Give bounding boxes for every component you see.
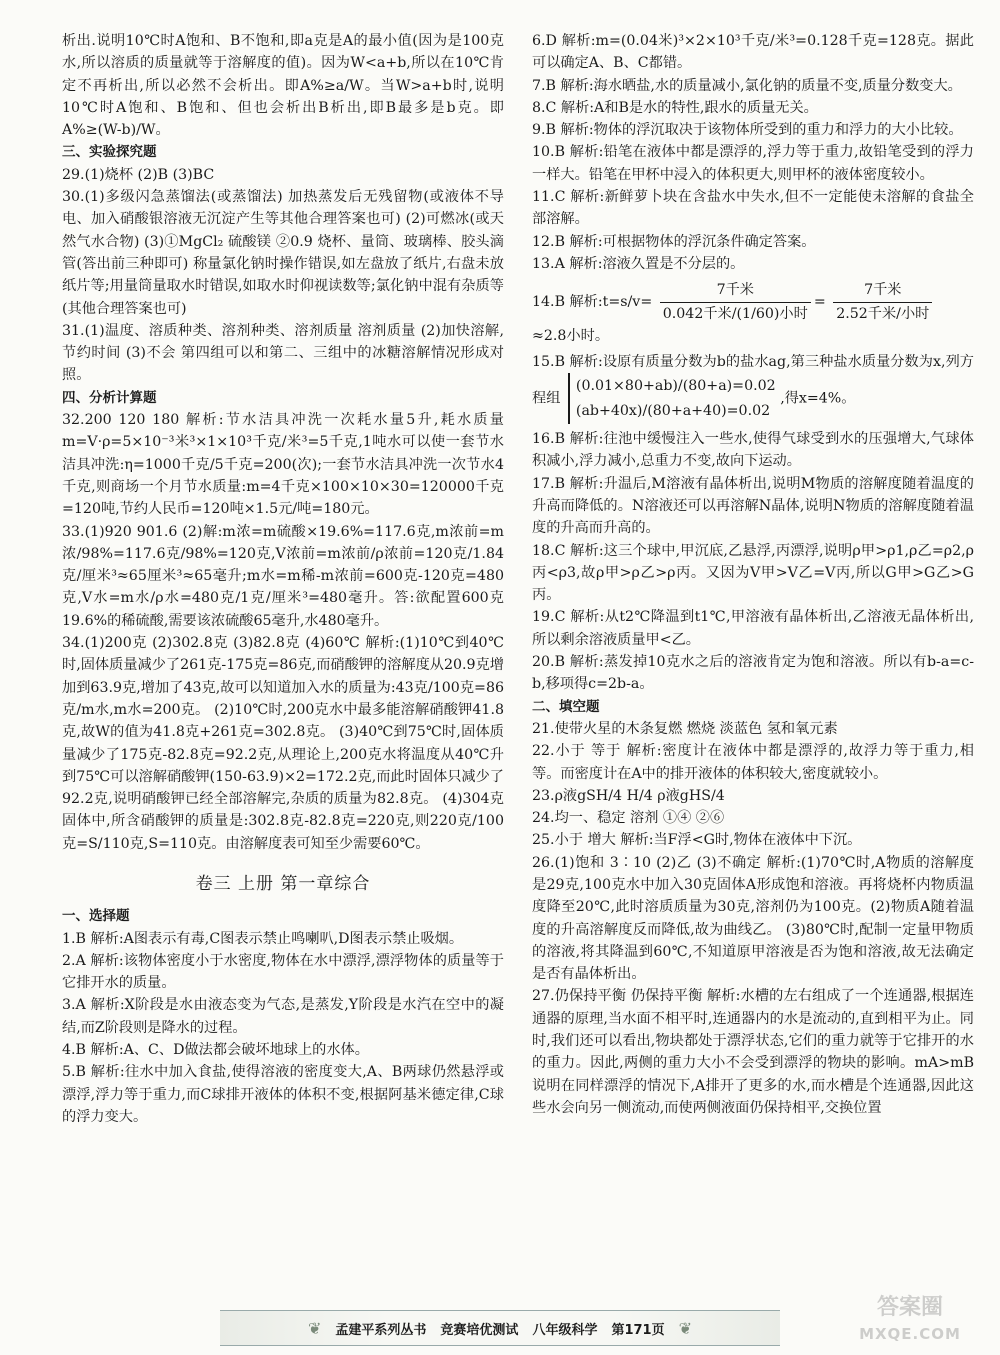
answer-15-lead: 15.B 解析:设原有质量分数为b的盐水ag,第三种盐水质量分数为x,列方程组: [532, 354, 974, 407]
fraction-2: [833, 279, 932, 325]
ornament-right-icon: ❦: [678, 1318, 692, 1338]
equation-1: (0.01×80+ab)/(80+a)=0.02: [575, 378, 776, 395]
section-heading-choice: 一、选择题: [62, 908, 130, 925]
section-heading-fill: 二、填空题: [532, 698, 600, 715]
answer-22: 22.小于 等于 解析:密度计在液体中都是漂浮的,故浮力等于重力,相等。而密度计在A中的排开液体的体积较大,密度就较小。: [532, 743, 974, 782]
answer-15-tail: ,得x=4%。: [780, 390, 856, 407]
watermark-line1: 答案圈: [876, 1295, 943, 1320]
fraction-1: [660, 279, 811, 325]
equation-system: [568, 373, 776, 424]
answer-18: 18.C 解析:这三个球中,甲沉底,乙悬浮,丙漂浮,说明ρ甲>ρ1,ρ乙=ρ2,ρ丙<ρ3,故ρ甲>ρ乙>ρ丙。又因为V甲>V乙=V丙,所以G甲>G乙>G丙。: [532, 542, 974, 604]
answer-3: 3.A 解析:X阶段是水由液态变为气态,是蒸发,Y阶段是水汽在空中的凝结,而Z阶段则是降水的过程。: [62, 997, 504, 1036]
fraction-2-numerator: 7千米: [833, 279, 932, 302]
answer-15: [532, 351, 974, 424]
footer-page-number: 第171页: [611, 1322, 665, 1338]
answer-13: 13.A 解析:溶液久置是不分层的。: [532, 255, 745, 272]
page-footer: [220, 1310, 780, 1346]
answer-25: 25.小于 增大 解析:当F浮<G时,物体在液体中下沉。: [532, 832, 862, 849]
answer-7: 7.B 解析:海水晒盐,水的质量减小,氯化钠的质量不变,质量分数变大。: [532, 77, 962, 94]
answer-20: 20.B 解析:蒸发掉10克水之后的溶液肯定为饱和溶液。所以有b-a=c-b,移项得c=2b-a。: [532, 654, 974, 693]
chapter-title: 卷三 上册 第一章综合: [195, 873, 371, 894]
answer-2: 2.A 解析:该物体密度小于水密度,物体在水中漂浮,漂浮物体的质量等于它排开水的质量。: [62, 952, 504, 992]
answer-6: 6.D 解析:m=(0.04米)³×2×10³千克/米³=0.128千克=128克。据此可以确定A、B、C都错。: [532, 33, 974, 72]
answer-continued: 析出.说明10℃时A饱和、B不饱和,即a克是A的最小值(因为是100克水,所以溶质的质量就等于溶解度的值)。因为W<a+b,所以在10℃肯定不再析出,所以必然不会析出。即A%≥a/W。当W>a+b时,说明10℃时A饱和、B饱和、但也会析出B析出,即B最多是b克。即A%≥(W-b)/W。: [62, 33, 504, 139]
answer-14: 14.B 解析:t=s/v= $\frac{\text{7千米}}{\text{0.042千米/(1/60)小时}}$ = $\frac{\text{7千米}}{\text{2.52千米/小时}}$ ≈2.8小时。: [532, 279, 974, 347]
left-column: [62, 30, 504, 1128]
answer-26: 26.(1)饱和 3∶10 (2)乙 (3)不确定 解析:(1)70℃时,A物质的溶解度是29克,100克水中加入30克固体A形成饱和溶液。再将烧杯内物质温度降至20℃,此时溶质质量为30克,溶剂仍为100克。(2)物质A随着温度的升高溶解度反而降低,故为曲线乙。 (3)80℃时,配制一定量甲物质的溶液,将其降温到60℃,不知道原甲溶液是否为饱和溶液,故无法确定是否有晶体析出。: [532, 854, 974, 983]
answer-30: 30.(1)多级闪急蒸馏法(或蒸馏法) 加热蒸发后无残留物(或液体不导电、加入硝酸银溶液无沉淀产生等其他合理答案也可) (2)可燃冰(或天然气水合物) (3)①MgCl₂ 硫酸镁 ②0.9 烧杯、量筒、玻璃棒、胶头滴管(答出前三种即可) 称量氯化钠时操作错误,如左盘放了纸片,右盘未放纸片等;用量筒量取水时错误,如取水时仰视读数等;氯化钠中混有杂质等(其他合理答案也可): [62, 189, 504, 317]
fraction-1-numerator: 7千米: [660, 279, 811, 302]
answer-29: 29.(1)烧杯 (2)B (3)BC: [62, 166, 215, 183]
answer-4: 4.B 解析:A、C、D做法都会破坏地球上的水体。: [62, 1042, 369, 1059]
answer-16: 16.B 解析:往池中缓慢注入一些水,使得气球受到水的压强增大,气球体积减小,浮力减小,总重力不变,故向下运动。: [532, 431, 974, 470]
answer-12: 12.B 解析:可根据物体的浮沉条件确定答案。: [532, 233, 816, 250]
answer-19: 19.C 解析:从t2℃降温到t1℃,甲溶液有晶体析出,乙溶液无晶体析出,所以剩余溶液质量甲<乙。: [532, 609, 974, 648]
answer-8: 8.C 解析:A和B是水的特性,跟水的质量无关。: [532, 99, 818, 116]
answer-33: 33.(1)920 901.6 (2)解:m浓=m硫酸×19.6%=117.6克,m浓前=m浓/98%=117.6克/98%=120克,V浓前=m浓前/ρ浓前=120克/1.84克/厘米³≈65厘米³≈65毫升;m水=m稀-m浓前=600克-120克=480克,V水=m水/ρ水=480克/1克/厘米³=480毫升。答:欲配置600克19.6%的稀硫酸,需要该浓硫酸65毫升,水480毫升。: [62, 523, 504, 629]
answer-23: 23.ρ液gSH/4 H/4 ρ液gHS/4: [532, 787, 725, 804]
answer-11: 11.C 解析:新鲜萝卜块在含盐水中失水,但不一定能使未溶解的食盐全部溶解。: [532, 189, 974, 228]
answer-32: 32.200 120 180 解析:节水洁具冲洗一次耗水量5升,耗水质量 m=V·ρ=5×10⁻³米³×1×10³千克/米³=5千克,1吨水可以使一套节水洁具冲洗:η=1000千克/5千克=200(次);一套节水洁具冲洗一次节水4千克,则商场一个月节水质量:m=4千克×100×10×30=120000千克=120吨,节约人民币=120吨×1.5元/吨=180元。: [62, 412, 504, 518]
watermark-line2: MXQE.COM: [859, 1325, 961, 1343]
answer-21: 21.使带火星的木条复燃 燃烧 淡蓝色 氢和氧元素: [532, 720, 838, 737]
equation-2: (ab+40x)/(80+a+40)=0.02: [575, 402, 771, 419]
answer-27: 27.仍保持平衡 仍保持平衡 解析:水槽的左右组成了一个连通器,根据连通器的原理,当水面不相平时,连通器内的水是流动的,直到相平为止。同时,我们还可以看出,物块都处于漂浮状态,它们的重力就等于它排开的水的重力。因此,两侧的重力大小不会受到漂浮的物块的影响。mA>mB 说明在同样漂浮的情况下,A排开了更多的水,而水槽是个连通器,因此这些水会向另一侧流动,而使两侧液面仍保持相平,交换位置: [532, 988, 974, 1116]
footer-grade: 八年级科学: [532, 1322, 598, 1338]
footer-title: 竞赛培优测试: [440, 1322, 519, 1338]
footer-series: 孟建平系列丛书: [335, 1322, 427, 1338]
answer-9: 9.B 解析:物体的浮沉取决于该物体所受到的重力和浮力的大小比较。: [532, 122, 963, 139]
section-heading-calculation: 四、分析计算题: [62, 389, 157, 406]
fraction-1-denominator: 0.042千米/(1/60)小时: [662, 305, 808, 322]
watermark-logo: [835, 1295, 985, 1350]
answer-1: 1.B 解析:A图表示有毒,C图表示禁止鸣喇叭,D图表示禁止吸烟。: [62, 930, 464, 947]
section-heading-experiment: 三、实验探究题: [62, 144, 157, 161]
answer-5: 5.B 解析:往水中加入食盐,使得溶液的密度变大,A、B两球仍然悬浮或漂浮,浮力等于重力,而C球排开液体的体积不变,根据阿基米德定律,C球的浮力变大。: [62, 1064, 504, 1125]
answer-17: 17.B 解析:升温后,M溶液有晶体析出,说明M物质的溶解度随着温度的升高而降低的。N溶液还可以再溶解N晶体,说明N物质的溶解度随着温度的升高而升高的。: [532, 475, 974, 537]
answer-10: 10.B 解析:铅笔在液体中都是漂浮的,浮力等于重力,故铅笔受到的浮力一样大。铅笔在甲杯中浸入的体积更大,则甲杯的液体密度较小。: [532, 144, 974, 183]
fraction-2-denominator: 2.52千米/小时: [836, 305, 930, 322]
answer-14-lead: 14.B 解析:t=s/v=: [532, 294, 653, 311]
answer-31: 31.(1)温度、溶质种类、溶剂种类、溶剂质量 溶剂质量 (2)加快溶解,节约时间 (3)不会 第四组可以和第二、三组中的冰糖溶解情况形成对照。: [62, 322, 504, 384]
right-column: [532, 30, 974, 1119]
answer-14-tail: ≈2.8小时。: [532, 327, 610, 344]
answer-24: 24.均一、稳定 溶剂 ①④ ②⑥: [532, 810, 725, 827]
answer-34: 34.(1)200克 (2)302.8克 (3)82.8克 (4)60℃ 解析:(1)10℃到40℃时,固体质量减少了261克-175克=86克,而硝酸钾的溶解度从20.9克增加到63.9克,增加了43克,故可以知道加入水的质量为:43克/100克=86克/m水,m水=200克。 (2)10℃时,200克水中最多能溶解硝酸钾41.8克,故W的值为41.8克+261克=302.8克。 (3)40℃到75℃时,固体质量减少了175克-82.8克=92.2克,从理论上,200克水将温度从40℃升到75℃可以溶解硝酸钾(150-63.9)×2=172.2克,而此时固体只减少了92.2克,说明硝酸钾已经全部溶解完,杂质的质量为82.8克。 (4)304克固体中,所含硝酸钾的质量是:302.8克-82.8克=220克,则220克/100克=S/110克,S=110克。由溶解度表可知至少需要60℃。: [62, 635, 504, 852]
ornament-left-icon: ❦: [308, 1318, 322, 1338]
